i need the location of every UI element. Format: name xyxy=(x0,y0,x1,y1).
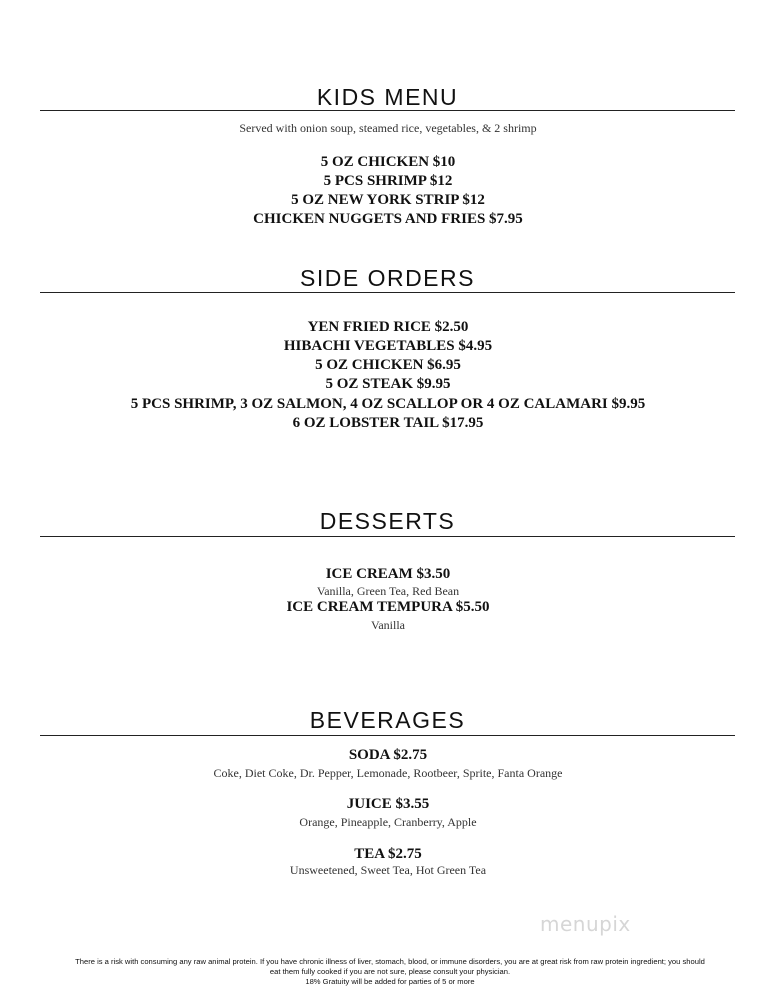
side-order-item: YEN FRIED RICE $2.50 xyxy=(307,319,469,335)
side-order-item: HIBACHI VEGETABLES $4.95 xyxy=(283,338,493,354)
beverages-title: BEVERAGES xyxy=(309,707,466,733)
beverage-item-desc: Orange, Pineapple, Cranberry, Apple xyxy=(299,815,477,829)
beverage-item-name: JUICE $3.55 xyxy=(346,796,430,812)
side-order-item: 5 OZ STEAK $9.95 xyxy=(325,376,451,392)
dessert-item-desc: Vanilla xyxy=(371,618,405,632)
gratuity-note: 18% Gratuity will be added for parties of 5 or more xyxy=(305,977,475,986)
desserts-title: DESSERTS xyxy=(319,508,456,534)
side-order-item: 5 OZ CHICKEN $6.95 xyxy=(315,357,461,373)
desserts-divider xyxy=(40,536,735,537)
kids-menu-divider xyxy=(40,110,735,111)
kids-menu-item: 5 OZ CHICKEN $10 xyxy=(320,154,456,170)
disclaimer xyxy=(40,957,740,987)
beverage-item-desc: Coke, Diet Coke, Dr. Pepper, Lemonade, Rootbeer, Sprite, Fanta Orange xyxy=(213,766,563,780)
beverages-divider xyxy=(40,735,735,736)
disclaimer-line: There is a risk with consuming any raw animal protein. If you have chronic illness of liver, stomach, blood, or immune disorders, you are at great risk from raw protein ingredient; you should xyxy=(75,957,705,966)
side-order-item: 6 OZ LOBSTER TAIL $17.95 xyxy=(292,415,484,431)
kids-menu-title: KIDS MENU xyxy=(316,84,459,110)
dessert-item-name: ICE CREAM TEMPURA $5.50 xyxy=(286,599,490,615)
side-orders-divider xyxy=(40,292,735,293)
kids-menu-item: 5 PCS SHRIMP $12 xyxy=(323,173,453,189)
dessert-item-name: ICE CREAM $3.50 xyxy=(325,566,451,582)
beverage-item-desc: Unsweetened, Sweet Tea, Hot Green Tea xyxy=(289,863,487,877)
dessert-item-desc: Vanilla, Green Tea, Red Bean xyxy=(316,584,460,598)
kids-menu-item: CHICKEN NUGGETS AND FRIES $7.95 xyxy=(253,211,523,227)
beverage-item-name: SODA $2.75 xyxy=(348,747,428,763)
kids-menu-subtitle: Served with onion soup, steamed rice, vegetables, & 2 shrimp xyxy=(239,121,537,135)
side-order-item: 5 PCS SHRIMP, 3 OZ SALMON, 4 OZ SCALLOP OR 4 OZ CALAMARI $9.95 xyxy=(130,396,646,412)
beverage-item-name: TEA $2.75 xyxy=(354,846,422,862)
side-orders-title: SIDE ORDERS xyxy=(300,265,475,291)
kids-menu-item: 5 OZ NEW YORK STRIP $12 xyxy=(291,192,485,208)
menupix-watermark: menupix xyxy=(540,912,631,936)
disclaimer-line: eat them fully cooked if you are not sure, please consult your physician. xyxy=(269,967,511,976)
